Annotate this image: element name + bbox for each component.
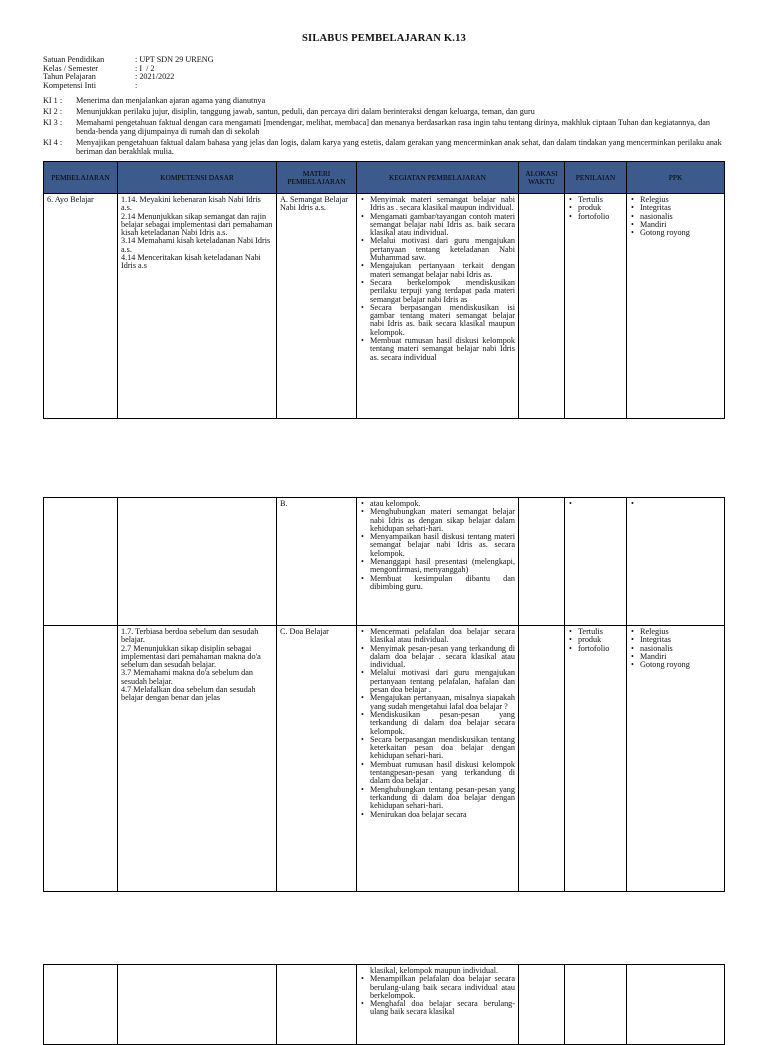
ki-label: KI 2 : <box>43 107 63 116</box>
ki-row <box>43 97 725 106</box>
kd-item: 4.7 Melafalkan doa sebelum dan sesudah belajar dengan benar dan jelas <box>121 685 256 703</box>
kegiatan-list <box>360 500 515 591</box>
kompetensi-dasar-cell <box>118 498 277 626</box>
kegiatan-item: • Menyimak pesan-pesan yang terkandung di dalam doa belajar . secara klasikal atau individual. <box>370 645 515 670</box>
kegiatan-continuation: klasikal, kelompok maupun individual. <box>370 966 499 975</box>
table-row <box>44 194 725 419</box>
ki-label: KI 1 : <box>43 96 63 105</box>
penilaian-item: • Tertulis <box>578 196 623 204</box>
meta-value: : <box>135 80 138 90</box>
penilaian-list <box>568 628 623 653</box>
kd-item: 1.7. Terbiasa berdoa sebelum dan sesudah belajar. <box>121 627 259 645</box>
kegiatan-item: • Menampilkan pelafalan doa belajar secara berulang-ulang baik secara individual atau berkelompok. <box>370 975 515 1000</box>
ppk-item: • Integritas <box>640 636 721 644</box>
materi-cell <box>277 965 357 1045</box>
kegiatan-item: • Menghubungkan materi semangat belajar nabi Idris as dengan sikap belajar dalam kehidupan sehari-hari. <box>370 508 515 533</box>
pembelajaran-cell <box>44 498 118 626</box>
kegiatan-list <box>360 628 515 819</box>
table-row <box>44 626 725 892</box>
alokasi-cell <box>519 965 565 1045</box>
ki-row <box>43 139 725 156</box>
penilaian-cell <box>565 194 627 419</box>
column-header: ALOKASI WAKTU <box>519 162 565 194</box>
column-header: KEGIATAN PEMBELAJARAN <box>357 162 519 194</box>
kegiatan-item: • Mencermati pelafalan doa belajar secara klasikal atau individual. <box>370 628 515 645</box>
meta-label: Kompetensi Inti <box>43 80 96 90</box>
syllabus-table-continued <box>43 497 725 892</box>
column-header: PEMBELAJARAN <box>44 162 118 194</box>
column-header: KOMPETENSI DASAR <box>118 162 277 194</box>
kegiatan-item: • Melalui motivasi dari guru mengajukan pertanyaan tentang keteladanan Nabi Muhammad saw. <box>370 237 515 262</box>
kegiatan-item: • Mengajukan pertanyaan terkait dengan materi semangat belajar nabi Idris as. <box>370 262 515 279</box>
penilaian-item: • Tertulis <box>578 628 623 636</box>
materi-text: B. <box>280 499 288 508</box>
page-title: SILABUS PEMBELAJARAN K.13 <box>302 33 466 44</box>
materi-cell <box>277 498 357 626</box>
ppk-cell <box>627 626 725 892</box>
ppk-item: • nasionalis <box>640 213 721 221</box>
kegiatan-item: • Mengamati gambar/tayangan contoh materi semangat belajar nabi Idris as. baik secara klasikal atau individual. <box>370 213 515 238</box>
pembelajaran-cell <box>44 965 118 1045</box>
kegiatan-item: • atau kelompok. <box>370 500 515 508</box>
kegiatan-item: • Mengajukan pertanyaan, misalnya siapakah yang sudah mengetahui lafal doa belajar ? <box>370 694 515 711</box>
ppk-cell <box>627 965 725 1045</box>
penilaian-cell <box>565 965 627 1045</box>
materi-cell <box>277 626 357 892</box>
ppk-item: • Gotong royong <box>640 229 721 237</box>
materi-cell <box>277 194 357 419</box>
kd-item: 2.14 Menunjukkan sikap semangat dan rajin belajar sebagai implementasi dari pemahaman kisah keteladanan Nabi Idris a.s. <box>121 211 273 238</box>
document-meta <box>43 56 214 90</box>
alokasi-cell <box>519 498 565 626</box>
ki-text: Menyajikan pengetahuan faktual dalam bahasa yang jelas dan logis, dalam karya yang estetis, dalam gerakan yang mencerminkan anak sehat, dan dalam tindakan yang mencerminkan perilaku anak beriman dan berakhlak mulia. <box>76 138 722 156</box>
kegiatan-list <box>360 196 515 362</box>
kegiatan-item: • Menghubungkan tentang pesan-pesan yang terkandung di dalam doa belajar dengan kehidupan sehari-hari. <box>370 786 515 811</box>
ki-row <box>43 108 725 117</box>
penilaian-cell <box>565 626 627 892</box>
syllabus-table-continued <box>43 964 725 1045</box>
kegiatan-cell <box>357 626 519 892</box>
pembelajaran-cell <box>44 194 118 419</box>
ppk-cell <box>627 498 725 626</box>
meta-value: : 2021/2022 <box>135 72 175 82</box>
kompetensi-dasar-cell <box>118 626 277 892</box>
meta-label: Tahun Pelajaran <box>43 72 96 82</box>
kompetensi-dasar-cell <box>118 194 277 419</box>
ki-label: KI 3 : <box>43 118 63 127</box>
kegiatan-item: • Membuat kesimpulan dibantu dan dibimbing guru. <box>370 575 515 592</box>
kegiatan-item: • Menyampaikan hasil diskusi tentang materi semangat belajar nabi Idris as. secara kelompok. <box>370 533 515 558</box>
materi-text: C. Doa Belajar <box>280 627 329 636</box>
ki-text: Menunjukkan perilaku jujur, disiplin, tanggung jawab, santun, peduli, dan percaya diri dalam berinteraksi dengan keluarga, teman, dan guru <box>76 107 535 116</box>
meta-label: Kelas / Semester <box>43 63 99 73</box>
column-header: PENILAIAN <box>565 162 627 194</box>
kegiatan-item: • Membuat rumusan hasil diskusi kelompok tentangpesan-pesan yang terkandung di dalam doa belajar . <box>370 761 515 786</box>
kegiatan-item: • Menghafal doa belajar secara berulang-ulang baik secara klasikal <box>370 1000 515 1017</box>
penilaian-list <box>568 196 623 221</box>
ppk-item: • Mandiri <box>640 653 721 661</box>
table-header-row <box>44 162 725 194</box>
kompetensi-dasar-cell <box>118 965 277 1045</box>
kd-item: 3.14 Memahami kisah keteladanan Nabi Idris a.s. <box>121 236 271 254</box>
kd-item: 3.7 Memahami makna do'a sebelum dan sesudah belajar. <box>121 668 253 686</box>
table-row <box>44 498 725 626</box>
penilaian-cell <box>565 498 627 626</box>
kegiatan-item: • Secara berpasangan mendiskusikan tentang keterkaitan pesan doa belajar dengan kehidupan sehari-hari. <box>370 736 515 761</box>
kd-item: 2.7 Menunjukkan sikap disiplin sebagai implementasi dari pemahaman makna do'a sebelum dan sesudah belajar. <box>121 643 261 670</box>
kegiatan-item: • Secara berkelompok mendiskusikan perilaku terpuji yang terdapat pada materi semangat belajar nabi Idris as <box>370 279 515 304</box>
kegiatan-item: • Membuat rumusan hasil diskusi kelompok tentang materi semangat belajar nabi Idris as. secara individual <box>370 337 515 362</box>
ppk-item: • Mandiri <box>640 221 721 229</box>
kd-item: 1.14. Meyakini kebenaran kisah Nabi Idris a.s. <box>121 195 261 213</box>
column-header: MATERI PEMBELAJARAN <box>277 162 357 194</box>
table-row <box>44 965 725 1045</box>
alokasi-cell <box>519 626 565 892</box>
penilaian-item: • fortofolio <box>578 645 623 653</box>
kegiatan-item: • Menanggapi hasil presentasi (melengkapi, mengonfirmasi, menyanggah) <box>370 558 515 575</box>
ppk-item: • Gotong royong <box>640 661 721 669</box>
meta-row <box>43 82 214 91</box>
ppk-cell <box>627 194 725 419</box>
ki-text: Menerima dan menjalankan ajaran agama yang dianutnya <box>76 96 266 105</box>
kegiatan-item: • Mendiskusikan pesan-pesan yang terkandung di dalam doa belajar secara kelompok. <box>370 711 515 736</box>
pembelajaran-cell <box>44 626 118 892</box>
kegiatan-item: • Secara berpasangan mendiskusikan isi gambar tentang materi semangat belajar nabi Idris as. baik secara klasikal maupun kelompok. <box>370 304 515 337</box>
meta-label: Satuan Pendidikan <box>43 55 105 64</box>
syllabus-table <box>43 161 725 419</box>
ppk-list <box>630 196 721 237</box>
ppk-item: • Integritas <box>640 204 721 212</box>
kd-item: 4.14 Menceritakan kisah keteladanan Nabi Idris a.s <box>121 253 261 271</box>
penilaian-item: • produk <box>578 204 623 212</box>
alokasi-cell <box>519 194 565 419</box>
kegiatan-item: • Menyimak materi semangat belajar nabi Idris as . secara klasikal maupun individual. <box>370 196 515 213</box>
kegiatan-cell <box>357 498 519 626</box>
ppk-item: • Relegius <box>640 628 721 636</box>
materi-text: A. Semangat Belajar Nabi Idris a.s. <box>280 195 348 213</box>
ki-row <box>43 119 725 136</box>
ki-text: Memahami pengetahuan faktual dengan cara mengamati [mendengar, melihat, membaca] dan menanya berdasarkan rasa ingin tahu tentang dirinya, makhluk ciptaan Tuhan dan kegiatannya, dan benda-benda yang dijumpainya di rumah dan di sekolah <box>76 118 710 136</box>
meta-value: : UPT SDN 29 URENG <box>135 55 214 64</box>
kegiatan-item: • Menirukan doa belajar secara <box>370 811 515 819</box>
column-header: PPK <box>627 162 725 194</box>
kegiatan-list <box>360 975 515 1016</box>
ppk-list <box>630 628 721 669</box>
pembelajaran-text: 6. Ayo Belajar <box>47 195 94 204</box>
ppk-item: • Relegius <box>640 196 721 204</box>
penilaian-item: • fortofolio <box>578 213 623 221</box>
penilaian-item: • produk <box>578 636 623 644</box>
ki-label: KI 4 : <box>43 138 63 147</box>
meta-value: : I / 2 <box>135 63 155 73</box>
kegiatan-cell <box>357 965 519 1045</box>
kegiatan-cell <box>357 194 519 419</box>
ppk-item: • nasionalis <box>640 645 721 653</box>
kegiatan-item: • Melalui motivasi dari guru mengajukan pertanyaan tentang pelafalan, hafalan dan pesan doa belajar . <box>370 669 515 694</box>
